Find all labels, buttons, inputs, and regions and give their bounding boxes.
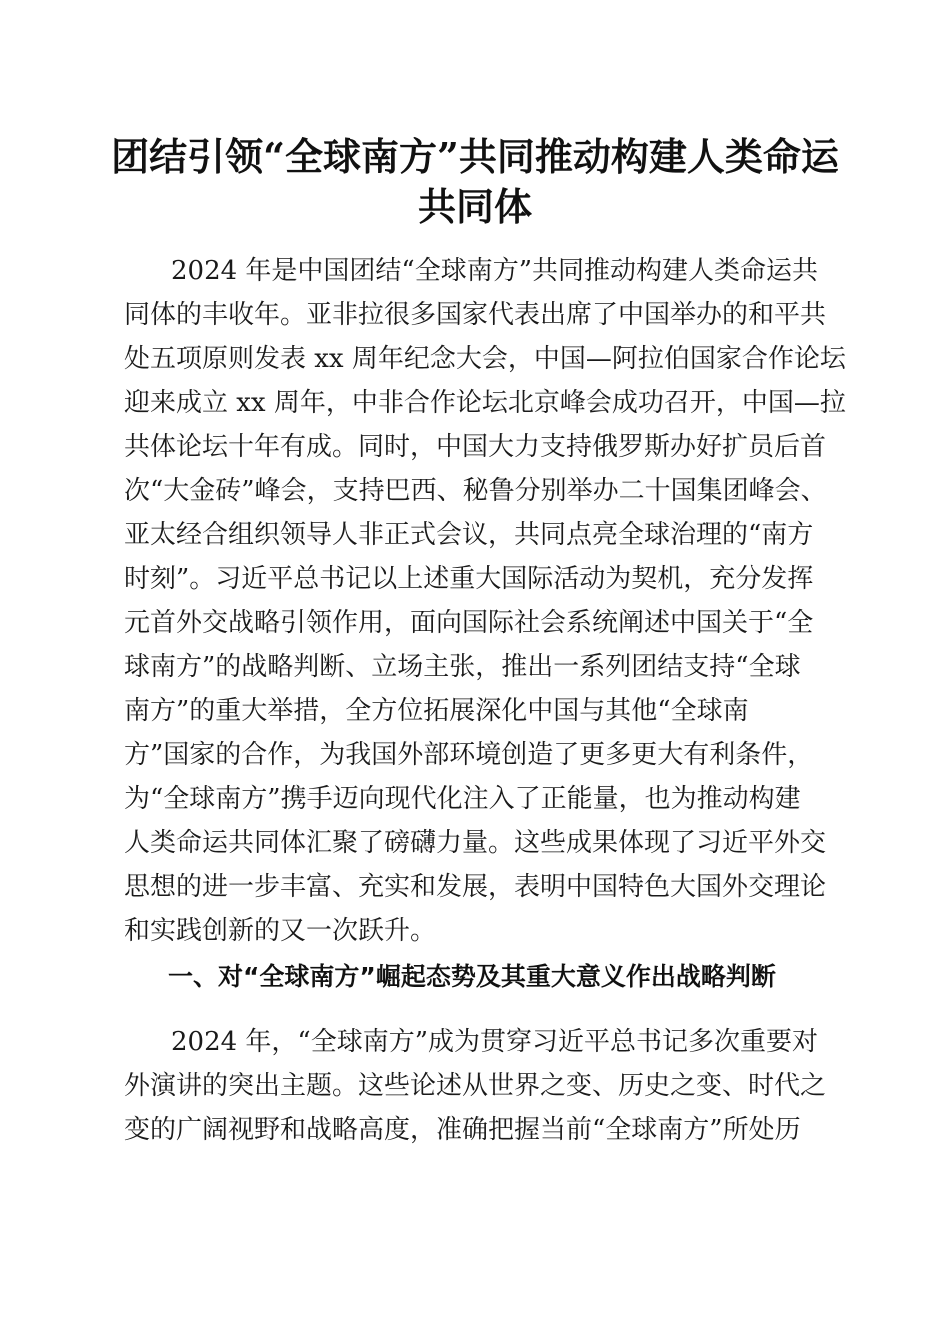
section-1-heading: 一、对“全球南方”崛起态势及其重大意义作出战略判断 [168,962,776,991]
paragraph-1-line: 亚太经合组织领导人非正式会议，共同点亮全球治理的“南方 [124,520,814,550]
document-title [100,132,850,232]
paragraph-1-line: 元首外交战略引领作用，面向国际社会系统阐述中国关于“全 [124,608,814,638]
title-line-2: 共同体 [417,184,532,229]
paragraph-1-line: 处五项原则发表 xx 周年纪念大会，中国—阿拉伯国家合作论坛 [124,344,846,374]
paragraph-2-line: 变的广阔视野和战略高度，准确把握当前“全球南方”所处历 [124,1114,801,1145]
paragraph-1-line: 方”国家的合作，为我国外部环境创造了更多更大有利条件， [124,740,814,770]
paragraph-1-line: 为“全球南方”携手迈向现代化注入了正能量，也为推动构建 [124,784,801,814]
paragraph-1-line: 迎来成立 xx 周年，中非合作论坛北京峰会成功召开，中国—拉 [124,388,846,418]
paragraph-2 [124,1020,828,1152]
paragraph-1-line: 思想的进一步丰富、充实和发展，表明中国特色大国外交理论 [124,872,827,902]
paragraph-1-line: 南方”的重大举措，全方位拓展深化中国与其他“全球南 [124,696,749,726]
paragraph-1-line: 人类命运共同体汇聚了磅礴力量。这些成果体现了习近平外交 [124,828,827,858]
paragraph-2-line: 外演讲的突出主题。这些论述从世界之变、历史之变、时代之 [124,1070,827,1101]
paragraph-1-line: 时刻”。习近平总书记以上述重大国际活动为契机，充分发挥 [124,564,814,594]
paragraph-1-line: 次“大金砖”峰会，支持巴西、秘鲁分别举办二十国集团峰会、 [124,476,827,506]
document-body [124,249,846,1152]
title-line-1: 团结引领“全球南方”共同推动构建人类命运 [111,134,839,179]
paragraph-1-line: 和实践创新的又一次跃升。 [124,916,437,946]
paragraph-1-line: 球南方”的战略判断、立场主张，推出一系列团结支持“全球 [124,652,801,682]
paragraph-1-line: 共体论坛十年有成。同时，中国大力支持俄罗斯办好扩员后首 [124,432,827,462]
paragraph-2-line: 2024 年，“全球南方”成为贯穿习近平总书记多次重要对 [171,1026,819,1057]
paragraph-1 [124,249,846,953]
paragraph-1-line: 同体的丰收年。亚非拉很多国家代表出席了中国举办的和平共 [124,300,827,330]
paragraph-1-line: 2024 年是中国团结“全球南方”共同推动构建人类命运共 [171,256,819,286]
